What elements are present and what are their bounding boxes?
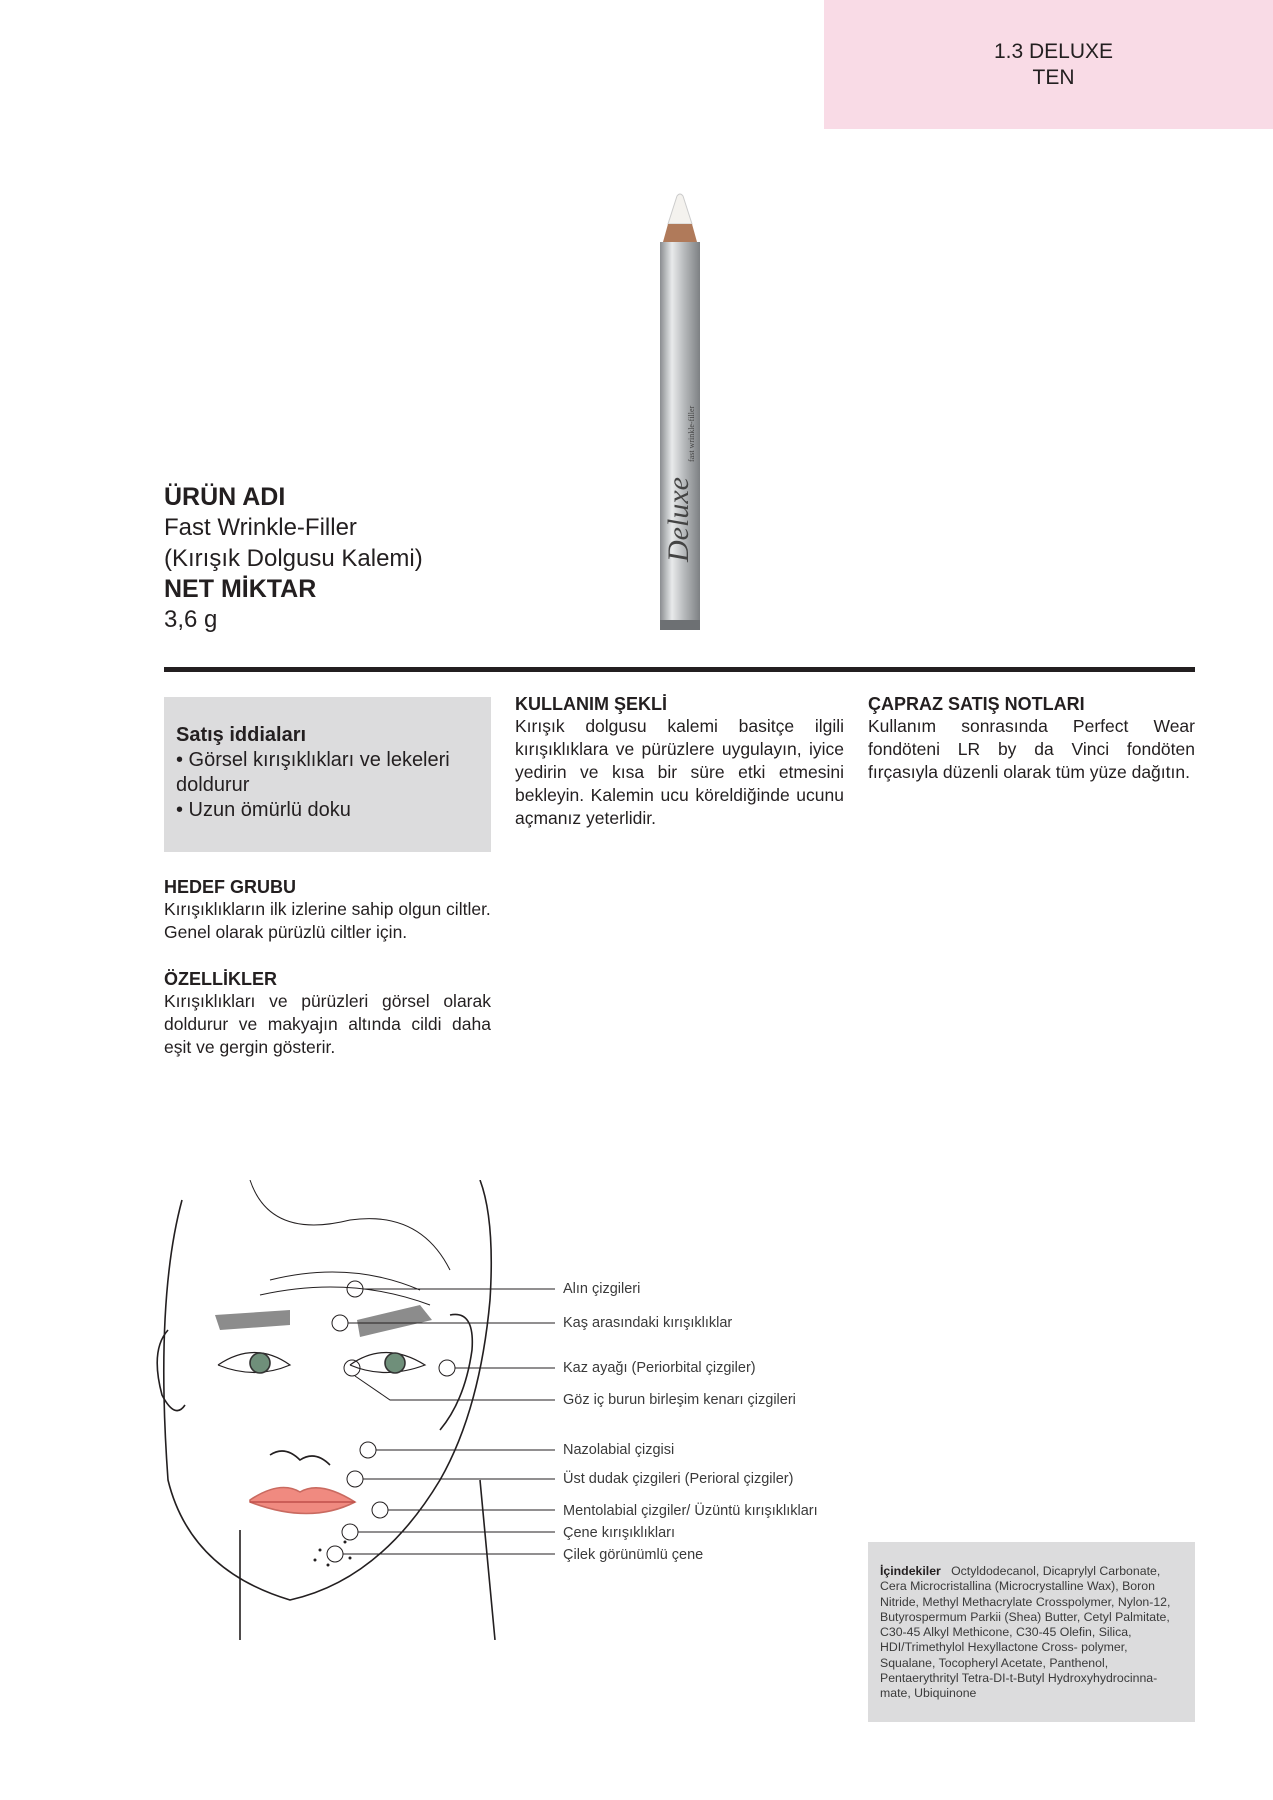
features-section [164,968,491,1059]
target-group-text: Kırışıklıkların ilk izlerine sahip olgun ciltler. Genel olarak pürüzlü ciltler için. [164,899,491,942]
divider [164,667,1195,672]
face-label-forehead-lines: Alın çizgileri [563,1281,641,1297]
face-label-chin-wrinkles: Çene kırışıklıkları [563,1525,675,1541]
usage-heading: KULLANIM ŞEKLİ [515,694,667,714]
usage-text: Kırışık dolgusu kalemi basitçe ilgili kırışıklıklara ve pürüzlere uygulayın, iyice yedirin ve kısa bir süre etki etmesini bekleyin. Kalemin ucu köreldiğinde ucunu açmanız yeterlidir. [515,716,844,828]
ingredients-text: Octyldodecanol, Dicaprylyl Carbonate, Cera Microcristallina (Microcrystalline Wax), Boron Nitride, Methyl Methacrylate Crosspolymer, Nylon-12, Butyrospermum Parkii (Shea) Butter, Cetyl Palmitate, C30-45 Alkyl Methicone, C30-45 Olefin, Silica, HDI/Trimethylol Hexyllactone Cross- polymer, Squalane, Tocopheryl Acetate, Panthenol, Pentaerythrityl Tetra-DI-t-Butyl Hydroxyhydrocinna- mate, Ubiquinone [880,1564,1171,1701]
sales-claim-item: • Görsel kırışıklıkları ve lekeleri doldurur [176,749,450,796]
face-label-glabellar-lines: Kaş arasındaki kırışıklıklar [563,1315,733,1331]
cross-sell-text: Kullanım sonrasında Perfect Wear fondöteni LR by da Vinci fondöten fırçasıyla düzenli olarak tüm yüze dağıtın. [868,716,1195,782]
face-label-inner-eye-lines: Göz iç burun birleşim kenarı çizgileri [563,1392,796,1408]
section-tag-line2: TEN [1032,66,1075,89]
product-name-line2: (Kırışık Dolgusu Kalemi) [164,545,423,572]
face-wrinkle-diagram [150,1180,570,1640]
product-name-heading: ÜRÜN ADI [164,483,286,511]
features-heading: ÖZELLİKLER [164,969,277,989]
face-label-mentolabial: Mentolabial çizgiler/ Üzüntü kırışıklıkları [563,1503,818,1519]
target-group-section [164,876,491,944]
sales-claims-box [164,697,491,852]
face-label-nasolabial: Nazolabial çizgisi [563,1442,675,1458]
ingredients-heading: İçindekiler [880,1564,941,1578]
face-label-orange-peel-chin: Çilek görünümlü çene [563,1547,704,1563]
ingredients-box [868,1542,1195,1722]
product-info [164,482,504,635]
face-label-perioral: Üst dudak çizgileri (Perioral çizgiler) [563,1471,794,1487]
face-label-crows-feet: Kaz ayağı (Periorbital çizgiler) [563,1360,756,1376]
pencil-label: fast wrinkle-filler [687,405,696,462]
cross-sell-heading: ÇAPRAZ SATIŞ NOTLARI [868,694,1085,714]
product-pencil-image [650,192,710,642]
product-name-line1: Fast Wrinkle-Filler [164,514,357,541]
cross-sell-section [868,693,1195,784]
pencil-brand: Deluxe [662,477,695,562]
section-tag-line1: 1.3 DELUXE [993,40,1114,63]
usage-section [515,693,844,830]
sales-claim-item: • Uzun ömürlü doku [176,799,351,821]
section-tag [824,0,1273,129]
net-amount: 3,6 g [164,606,218,633]
sales-claims-heading: Satış iddiaları [176,724,307,746]
net-amount-heading: NET MİKTAR [164,575,317,603]
target-group-heading: HEDEF GRUBU [164,877,297,897]
features-text: Kırışıklıkları ve pürüzleri görsel olarak doldurur ve makyajın altında cildi daha eşit ve gergin gösterir. [164,991,491,1057]
